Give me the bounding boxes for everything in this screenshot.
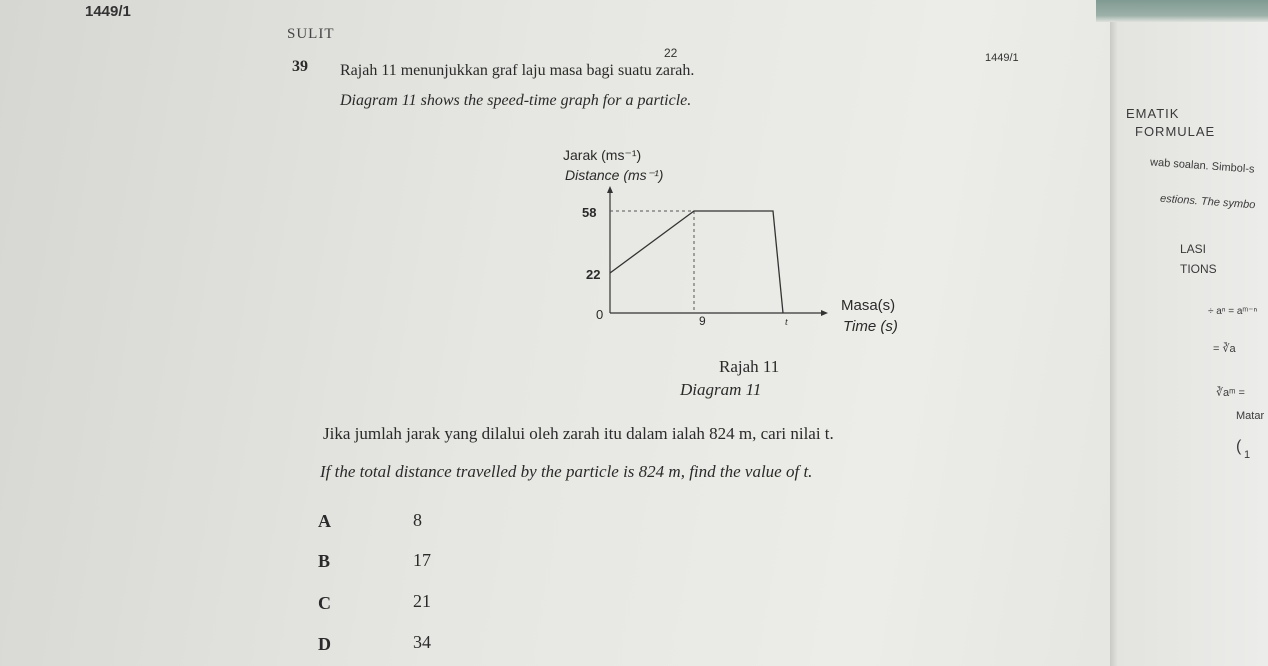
question-number: 39 <box>292 58 308 75</box>
adjacent-page-text: ( <box>1236 438 1242 455</box>
option-c-value: 21 <box>413 591 431 611</box>
diagram-caption-english: Diagram 11 <box>680 380 762 399</box>
question-text-english: If the total distance travelled by the particle is 824 m, find the value of t. <box>320 462 813 481</box>
x-axis-arrow <box>821 310 828 316</box>
adjacent-page-top-edge <box>1096 0 1268 22</box>
y-tick-0: 0 <box>596 307 604 322</box>
y-tick-58: 58 <box>582 205 597 220</box>
adjacent-page-text: Matar <box>1236 410 1265 422</box>
x-axis-label-malay: Masa(s) <box>841 297 896 314</box>
question-intro-english: Diagram 11 shows the speed-time graph for a particle. <box>340 92 692 109</box>
x-axis-label-english: Time (s) <box>843 318 898 335</box>
adjacent-page <box>1110 0 1268 666</box>
adjacent-page-text: LASI <box>1180 242 1207 256</box>
sulit-label: SULIT <box>287 26 335 42</box>
option-a-value: 8 <box>413 510 422 530</box>
page-number: 22 <box>664 46 678 60</box>
x-tick-9: 9 <box>699 314 706 328</box>
adjacent-page-formula: ∛aᵐ = <box>1216 387 1245 399</box>
adjacent-page-text: wab soalan. Simbol-s <box>1149 156 1255 176</box>
y-axis-label-malay: Jarak (ms⁻¹) <box>563 147 642 163</box>
x-tick-t: t <box>785 317 788 328</box>
y-axis-arrow <box>607 186 613 193</box>
option-c-letter: C <box>318 593 331 613</box>
adjacent-page-formula: ÷ aⁿ = aᵐ⁻ⁿ <box>1208 306 1258 317</box>
adjacent-page-text: 1 <box>1244 449 1251 461</box>
option-b-letter: B <box>318 551 331 571</box>
option-a-letter: A <box>318 511 331 531</box>
diagram-caption-malay: Rajah 11 <box>719 357 780 376</box>
corner-paper-code: 1449/1 <box>85 3 131 20</box>
graph-line <box>610 211 783 313</box>
adjacent-page-heading-2: FORMULAE <box>1135 124 1216 139</box>
option-d-letter: D <box>318 634 331 654</box>
option-b-value: 17 <box>413 550 431 570</box>
question-text-malay: Jika jumlah jarak yang dilalui oleh zarah itu dalam ialah 824 m, cari nilai t. <box>323 424 834 443</box>
y-tick-22: 22 <box>586 267 601 282</box>
paper-code: 1449/1 <box>985 52 1019 64</box>
speed-time-graph <box>555 140 915 340</box>
adjacent-page-heading: EMATIK <box>1126 106 1180 121</box>
adjacent-page-text: estions. The symbo <box>1159 192 1256 212</box>
y-axis-label-english: Distance (ms⁻¹) <box>565 167 664 183</box>
adjacent-page-text: TIONS <box>1180 262 1217 276</box>
option-d-value: 34 <box>413 632 431 652</box>
question-intro-malay: Rajah 11 menunjukkan graf laju masa bagi suatu zarah. <box>340 62 695 79</box>
adjacent-page-formula: = ∛a <box>1213 343 1236 355</box>
